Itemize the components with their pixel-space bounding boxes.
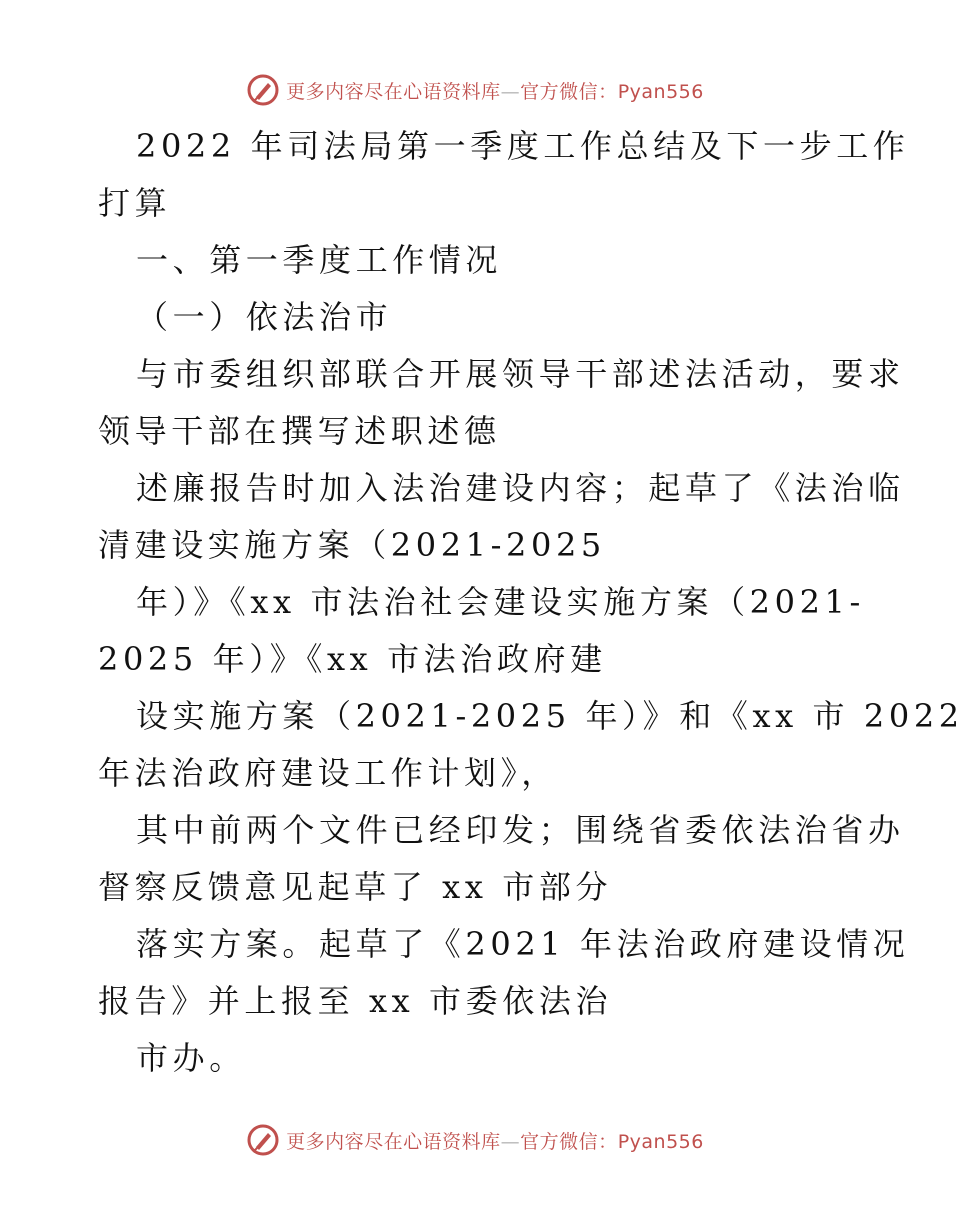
quill-logo-icon bbox=[246, 73, 280, 107]
footer-banner-inner bbox=[246, 1123, 704, 1157]
doc-title bbox=[98, 118, 910, 232]
doc-line: 与市委组织部联合开展领导干部述法活动，要求 bbox=[136, 355, 905, 393]
header-banner-text: 更多内容尽在心语资料库—官方微信：Pyan556 bbox=[286, 80, 704, 103]
quill-logo-icon bbox=[246, 1123, 280, 1157]
body-paragraph bbox=[98, 1030, 858, 1087]
doc-line: 2022 年司法局第一季度工作总结及下一步工作 bbox=[136, 127, 910, 165]
doc-line: 领导干部在撰写述职述德 bbox=[98, 412, 501, 450]
doc-line: 2025 年）》《xx 市法治政府建 bbox=[98, 640, 607, 678]
body-paragraph bbox=[98, 574, 865, 688]
doc-line: 督察反馈意见起草了 xx 市部分 bbox=[98, 868, 613, 906]
body-paragraph bbox=[98, 460, 905, 574]
section-heading bbox=[98, 232, 858, 289]
doc-line: 清建设实施方案（2021-2025 bbox=[98, 526, 606, 564]
doc-line: 年法治政府建设工作计划》， bbox=[98, 754, 558, 792]
doc-line: 落实方案。起草了《2021 年法治政府建设情况 bbox=[136, 925, 910, 963]
subsection-heading bbox=[98, 289, 858, 346]
doc-line: 设实施方案（2021-2025 年）》和《xx 市 2022 bbox=[136, 697, 964, 735]
doc-line: 年）》《xx 市法治社会建设实施方案（2021- bbox=[136, 583, 865, 621]
footer-banner bbox=[0, 1120, 950, 1160]
header-banner-inner bbox=[246, 73, 704, 107]
document-body bbox=[98, 118, 964, 1087]
body-paragraph bbox=[98, 916, 910, 1030]
body-paragraph bbox=[98, 802, 905, 916]
body-paragraph bbox=[98, 688, 964, 802]
doc-line: 一、第一季度工作情况 bbox=[136, 241, 503, 279]
doc-line: 其中前两个文件已经印发；围绕省委依法治省办 bbox=[136, 811, 905, 849]
doc-line: 述廉报告时加入法治建设内容；起草了《法治临 bbox=[136, 469, 905, 507]
body-paragraph bbox=[98, 346, 905, 460]
doc-line: 打算 bbox=[98, 184, 172, 222]
doc-line: 报告》并上报至 xx 市委依法治 bbox=[98, 982, 613, 1020]
doc-line: 市办。 bbox=[136, 1039, 246, 1077]
doc-line: （一）依法治市 bbox=[136, 298, 393, 336]
header-banner bbox=[0, 70, 950, 110]
footer-banner-text: 更多内容尽在心语资料库—官方微信：Pyan556 bbox=[286, 1130, 704, 1153]
